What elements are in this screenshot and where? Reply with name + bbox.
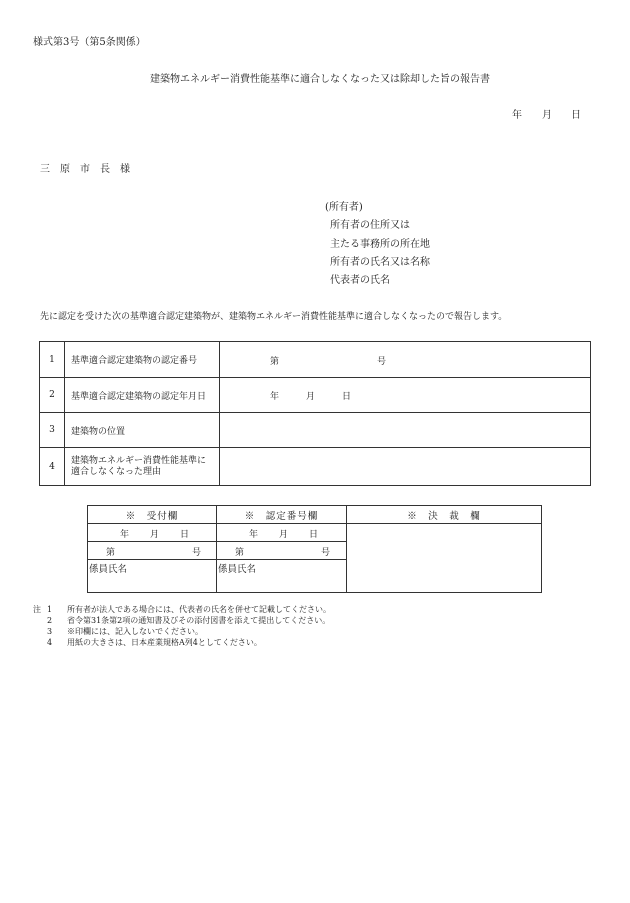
date-year-label: 年 xyxy=(512,110,522,121)
table-row xyxy=(88,506,542,524)
row-label: 基準適合認定建築物の認定年月日 xyxy=(65,378,220,413)
row-label-line: 建築物エネルギー消費性能基準に xyxy=(71,455,207,466)
cert-staff-cell[interactable] xyxy=(217,560,347,593)
notes xyxy=(33,604,331,648)
page-title: 建築物エネルギー消費性能基準に適合しなくなった又は除却した旨の報告書 xyxy=(150,74,490,85)
owner-heading: (所有者) xyxy=(325,202,363,213)
note-item xyxy=(33,637,331,648)
go-label: 号 xyxy=(377,357,387,367)
table-row xyxy=(40,413,591,448)
date-day-label: 日 xyxy=(571,110,581,121)
go-label: 号 xyxy=(192,548,202,558)
table-row xyxy=(88,524,542,542)
form-id: 様式第3号（第5条関係） xyxy=(33,37,146,48)
intro-text: 先に認定を受けた次の基準適合認定建築物が、建築物エネルギー消費性能基準に適合しなくなったので報告します。 xyxy=(40,312,508,322)
day-label: 日 xyxy=(180,530,190,540)
staff-label: 係員氏名 xyxy=(218,564,257,575)
day-label: 日 xyxy=(309,530,319,540)
note-item xyxy=(33,604,331,615)
receipt-header: ※ 受付欄 xyxy=(88,506,217,524)
receipt-table xyxy=(87,505,542,593)
receipt-number-cell[interactable] xyxy=(88,542,217,560)
owner-line: 主たる事務所の所在地 xyxy=(330,239,430,250)
report-table xyxy=(39,341,591,486)
date-month-label: 月 xyxy=(542,110,552,121)
location-field[interactable] xyxy=(220,413,591,448)
note-number: 1 xyxy=(47,605,53,614)
year-label: 年 xyxy=(249,530,259,540)
cert-number-cell[interactable] xyxy=(217,542,347,560)
cert-number-header: ※ 認定番号欄 xyxy=(217,506,347,524)
notes-label: 注 xyxy=(33,605,41,614)
addressee: 三 原 市 長 様 xyxy=(40,164,130,175)
staff-label: 係員氏名 xyxy=(89,564,128,575)
note-item xyxy=(33,615,331,626)
dai-label: 第 xyxy=(106,548,116,558)
day-label: 日 xyxy=(342,392,352,402)
table-row xyxy=(40,448,591,486)
receipt-staff-cell[interactable] xyxy=(88,560,217,593)
row-label-line: 適合しなくなった理由 xyxy=(71,466,162,477)
approval-cell[interactable] xyxy=(347,524,542,593)
note-text: 省令第31条第2項の通知書及びその添付図書を添えて提出してください。 xyxy=(67,616,331,625)
go-label: 号 xyxy=(321,548,331,558)
note-item xyxy=(33,626,331,637)
row-number: 4 xyxy=(40,448,65,486)
year-label: 年 xyxy=(120,530,130,540)
cert-date-cell[interactable] xyxy=(217,524,347,542)
dai-label: 第 xyxy=(270,357,280,367)
note-text: 用紙の大きさは、日本産業規格A列4としてください。 xyxy=(67,638,262,647)
month-label: 月 xyxy=(150,530,160,540)
note-number: 3 xyxy=(47,627,53,636)
reason-field[interactable] xyxy=(220,448,591,486)
row-label: 基準適合認定建築物の認定番号 xyxy=(65,342,220,378)
table-row xyxy=(40,342,591,378)
month-label: 月 xyxy=(306,392,316,402)
owner-line: 代表者の氏名 xyxy=(330,275,390,286)
table-row xyxy=(40,378,591,413)
row-number: 2 xyxy=(40,378,65,413)
row-label xyxy=(65,448,220,486)
owner-line: 所有者の氏名又は名称 xyxy=(330,257,430,268)
cert-date-field[interactable] xyxy=(220,378,591,413)
note-number: 4 xyxy=(47,638,53,647)
note-text: 所有者が法人である場合には、代表者の氏名を併せて記載してください。 xyxy=(67,605,331,614)
dai-label: 第 xyxy=(235,548,245,558)
owner-line: 所有者の住所又は xyxy=(330,220,410,231)
cert-number-field[interactable] xyxy=(220,342,591,378)
month-label: 月 xyxy=(279,530,289,540)
note-text: ※印欄には、記入しないでください。 xyxy=(67,627,203,636)
receipt-date-cell[interactable] xyxy=(88,524,217,542)
note-number: 2 xyxy=(47,616,53,625)
row-label: 建築物の位置 xyxy=(65,413,220,448)
approval-header: ※ 決 裁 欄 xyxy=(347,506,542,524)
row-number: 3 xyxy=(40,413,65,448)
year-label: 年 xyxy=(270,392,280,402)
row-number: 1 xyxy=(40,342,65,378)
